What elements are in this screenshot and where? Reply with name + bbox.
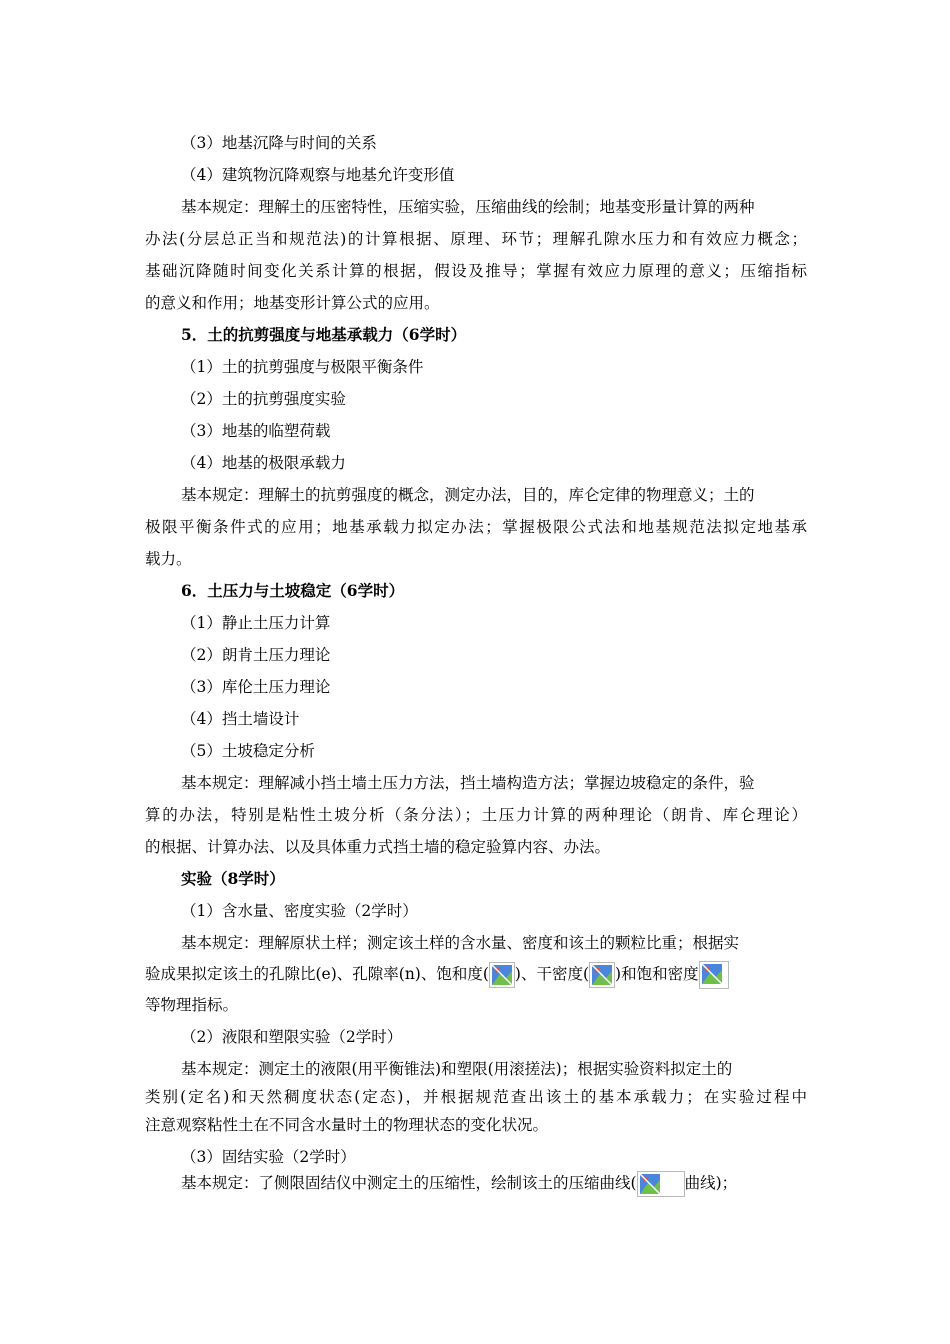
list-item: （1）土的抗剪强度与极限平衡条件 xyxy=(181,358,424,376)
list-item: （1）含水量、密度实验（2学时） xyxy=(181,902,418,920)
broken-image-icon xyxy=(699,961,729,989)
text-run: )和饱和密度 xyxy=(615,965,699,983)
paragraph-line: 的意义和作用；地基变形计算公式的应用。 xyxy=(145,294,440,312)
paragraph-line: 极限平衡条件式的应用；地基承载力拟定办法；掌握极限公式法和地基规范法拟定地基承 xyxy=(145,518,807,536)
paragraph-line: 等物理指标。 xyxy=(145,996,239,1014)
list-item: （3）地基沉降与时间的关系 xyxy=(181,134,377,152)
text-run: 曲线)； xyxy=(684,1174,738,1192)
paragraph-line: 基本规定：理解土的抗剪强度的概念，测定办法，目的，库仑定律的物理意义；土的 xyxy=(181,486,755,504)
paragraph-line: 办法(分层总正当和规范法)的计算根据、原理、环节；理解孔隙水压力和有效应力概念； xyxy=(145,230,807,248)
list-item: （4）挡土墙设计 xyxy=(181,710,300,728)
list-item: （2）液限和塑限实验（2学时） xyxy=(181,1028,403,1046)
list-item: （3）固结实验（2学时） xyxy=(181,1148,356,1166)
paragraph-line: 算的办法，特别是粘性土坡分析（条分法）；土压力计算的两种理论（朗肯、库仑理论） xyxy=(145,806,807,824)
broken-image-icon xyxy=(589,962,615,988)
section-heading: 5．土的抗剪强度与地基承载力（6学时） xyxy=(181,325,467,344)
section-heading: 实验（8学时） xyxy=(181,869,285,888)
paragraph-line-with-images xyxy=(145,961,729,989)
paragraph-line: 载力。 xyxy=(145,550,192,568)
paragraph-line: 的根据、计算办法、以及具体重力式挡土墙的稳定验算内容、办法。 xyxy=(145,838,611,856)
list-item: （5）土坡稳定分析 xyxy=(181,742,315,760)
paragraph-line: 基本规定：理解原状土样；测定该土样的含水量、密度和该土的颗粒比重；根据实 xyxy=(181,934,740,952)
list-item: （1）静止土压力计算 xyxy=(181,614,331,632)
list-item: （3）地基的临塑荷载 xyxy=(181,422,331,440)
paragraph-line: 基本规定：理解土的压密特性，压缩实验，压缩曲线的绘制；地基变形量计算的两种 xyxy=(181,198,755,216)
list-item: （2）朗肯土压力理论 xyxy=(181,646,331,664)
broken-image-icon xyxy=(637,1171,685,1197)
list-item: （4）建筑物沉降观察与地基允许变形值 xyxy=(181,166,455,184)
text-run: )、干密度( xyxy=(514,965,590,983)
list-item: （4）地基的极限承载力 xyxy=(181,454,346,472)
paragraph-line-with-image xyxy=(181,1170,737,1197)
text-run: 基本规定：了侧限固结仪中测定土的压缩性，绘制该土的压缩曲线( xyxy=(181,1174,637,1192)
paragraph-line: 基础沉降随时间变化关系计算的根据，假设及推导；掌握有效应力原理的意义；压缩指标 xyxy=(145,262,807,280)
paragraph-line: 注意观察粘性土在不同含水量时土的物理状态的变化状况。 xyxy=(145,1116,549,1134)
list-item: （2）土的抗剪强度实验 xyxy=(181,390,346,408)
paragraph-line: 基本规定：测定土的液限(用平衡锥法)和塑限(用滚搓法)；根据实验资料拟定土的 xyxy=(181,1060,733,1078)
broken-image-icon xyxy=(489,962,515,988)
list-item: （3）库伦土压力理论 xyxy=(181,678,331,696)
paragraph-line: 基本规定：理解减小挡土墙土压力方法，挡土墙构造方法；掌握边坡稳定的条件，验 xyxy=(181,774,755,792)
paragraph-line: 类别(定名)和天然稠度状态(定态)，并根据规范查出该土的基本承载力；在实验过程中 xyxy=(145,1088,807,1106)
text-run: 验成果拟定该土的孔隙比(e)、孔隙率(n)、饱和度( xyxy=(145,965,489,983)
section-heading: 6．土压力与土坡稳定（6学时） xyxy=(181,581,405,600)
